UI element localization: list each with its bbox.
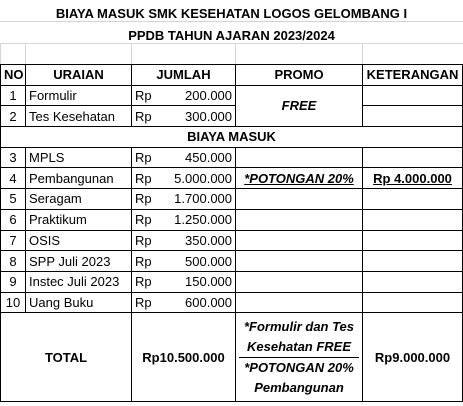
table-row: [1, 106, 463, 127]
header-uraian: URAIAN: [26, 65, 132, 86]
row-amount: 350.000: [162, 230, 236, 251]
row-keterangan: [363, 230, 463, 251]
row-amount: 5.000.000: [162, 168, 236, 189]
row-keterangan: [363, 106, 463, 127]
currency-label: Rp: [132, 292, 162, 313]
row-uraian: Pembangunan: [26, 168, 132, 189]
row-keterangan: [363, 189, 463, 210]
row-uraian: MPLS: [26, 147, 132, 168]
currency-label: Rp: [132, 209, 162, 230]
header-no: NO: [1, 65, 26, 86]
row-promo: [236, 147, 363, 168]
total-promo-notes: [236, 313, 363, 402]
document-title: BIAYA MASUK SMK KESEHATAN LOGOS GELOMBANG I: [55, 6, 408, 21]
currency-label: Rp: [132, 230, 162, 251]
row-promo: [236, 189, 363, 210]
row-amount: 1.700.000: [162, 189, 236, 210]
row-no: 8: [1, 251, 26, 272]
row-amount: 450.000: [162, 147, 236, 168]
section-row: [1, 127, 463, 148]
currency-label: Rp: [132, 85, 162, 106]
promo-note: *Formulir dan Tes: [243, 318, 355, 334]
promo-note: *POTONGAN 20%: [244, 359, 354, 375]
document-subtitle: PPDB TAHUN AJARAN 2023/2024: [128, 28, 335, 43]
row-amount: 500.000: [162, 251, 236, 272]
total-label: TOTAL: [1, 313, 132, 402]
row-no: 6: [1, 209, 26, 230]
gridline: [362, 43, 363, 64]
row-keterangan: [363, 209, 463, 230]
header-jumlah: JUMLAH: [132, 65, 236, 86]
table-row: [1, 168, 463, 189]
total-amount: Rp10.500.000: [132, 313, 236, 402]
fee-table: [0, 64, 463, 402]
row-uraian: OSIS: [26, 230, 132, 251]
currency-label: Rp: [132, 271, 162, 292]
row-promo: [236, 209, 363, 230]
row-promo: *POTONGAN 20%: [236, 168, 363, 189]
row-keterangan: [363, 251, 463, 272]
row-uraian: Uang Buku: [26, 292, 132, 313]
currency-label: Rp: [132, 106, 162, 127]
row-amount: 1.250.000: [162, 209, 236, 230]
header-keterangan: KETERANGAN: [363, 65, 463, 86]
row-keterangan: [363, 147, 463, 168]
currency-label: Rp: [132, 189, 162, 210]
section-label: BIAYA MASUK: [1, 127, 463, 148]
table-row: [1, 189, 463, 210]
row-keterangan: [363, 85, 463, 106]
currency-label: Rp: [132, 251, 162, 272]
row-promo: [236, 230, 363, 251]
table-row: [1, 271, 463, 292]
row-uraian: Seragam: [26, 189, 132, 210]
row-no: 1: [1, 85, 26, 106]
row-uraian: Tes Kesehatan: [26, 106, 132, 127]
row-no: 2: [1, 106, 26, 127]
table-row: [1, 147, 463, 168]
row-uraian: SPP Juli 2023: [26, 251, 132, 272]
row-uraian: Formulir: [26, 85, 132, 106]
gridline: [0, 43, 1, 64]
total-keterangan: Rp9.000.000: [363, 313, 463, 402]
gridline: [131, 43, 132, 64]
currency-label: Rp: [132, 147, 162, 168]
row-no: 9: [1, 271, 26, 292]
row-no: 3: [1, 147, 26, 168]
promo-free: FREE: [236, 85, 363, 126]
row-promo: [236, 292, 363, 313]
row-no: 10: [1, 292, 26, 313]
table-row: [1, 230, 463, 251]
promo-note: Pembangunan: [254, 379, 344, 395]
currency-label: Rp: [132, 168, 162, 189]
promo-note: Kesehatan FREE: [239, 337, 359, 358]
table-row: [1, 251, 463, 272]
row-amount: 600.000: [162, 292, 236, 313]
table-row: [1, 292, 463, 313]
row-keterangan: [363, 271, 463, 292]
header-row: [1, 65, 463, 86]
row-keterangan: [363, 292, 463, 313]
row-no: 7: [1, 230, 26, 251]
header-promo: PROMO: [236, 65, 363, 86]
table-row: [1, 85, 463, 106]
row-uraian: Praktikum: [26, 209, 132, 230]
row-amount: 300.000: [162, 106, 236, 127]
row-promo: [236, 251, 363, 272]
gridline: [235, 43, 236, 64]
row-no: 5: [1, 189, 26, 210]
row-uraian: Instec Juli 2023: [26, 271, 132, 292]
row-promo: [236, 271, 363, 292]
total-row: [1, 313, 463, 402]
row-amount: 200.000: [162, 85, 236, 106]
gridline: [0, 21, 463, 22]
row-keterangan: Rp 4.000.000: [363, 168, 463, 189]
gridline: [25, 43, 26, 64]
row-amount: 150.000: [162, 271, 236, 292]
row-no: 4: [1, 168, 26, 189]
table-row: [1, 209, 463, 230]
gridline: [0, 43, 463, 44]
